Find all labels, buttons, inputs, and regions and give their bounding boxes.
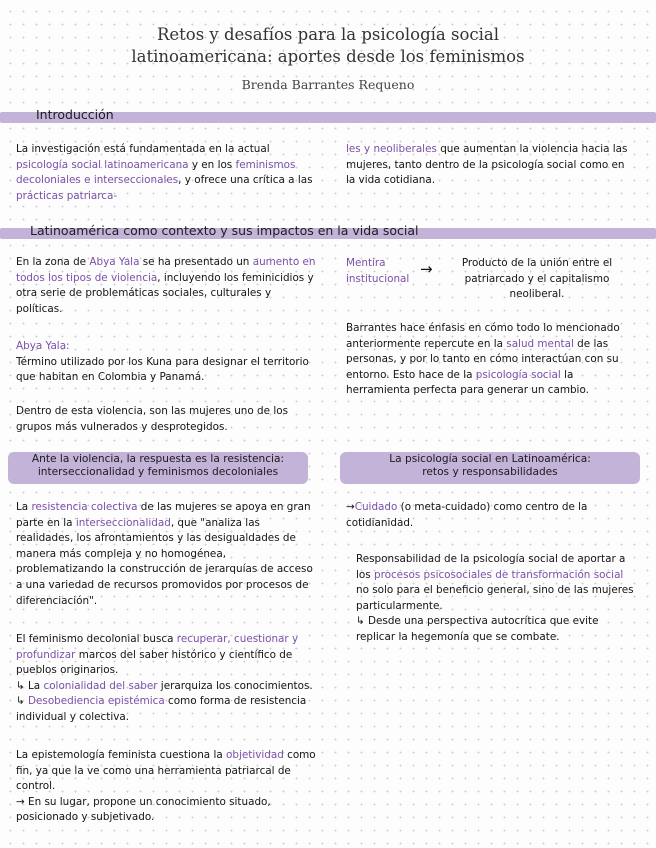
- highlight-resistencia-colectiva: resistencia colectiva: [31, 501, 138, 513]
- highlight-neoliberales: les y neoliberales: [346, 143, 437, 155]
- arrow-icon: →: [16, 795, 25, 808]
- abya-yala-text: Término utilizado por los Kuna para designar el territorio que habitan en Colombia y Panamá.: [16, 355, 309, 384]
- intro-right-text: les y neoliberales que aumentan la violencia hacia las mujeres, tanto dentro de la psicología social como en la vida cotidiana.: [346, 143, 628, 187]
- context-paragraph-1: En la zona de Abya Yala se ha presentado un aumento en todos los tipos de violencia, incluyendo los feminicidios y otra serie de problemáticas sociales, culturales y políticas.: [16, 256, 316, 315]
- highlight-procesos: procesos psicosociales de transformación social: [373, 568, 624, 581]
- highlight-psicologia-social-2: psicología social: [475, 368, 561, 381]
- context-paragraph-3: Dentro de esta violencia, son las mujeres uno de los grupos más vulnerados y desprotegidos.: [16, 405, 288, 433]
- document-title-line-1: Retos y desafíos para la psicología social: [156, 25, 500, 44]
- challenges-heading-pill: La psicología social en Latinoamérica: retos y responsabilidades: [340, 452, 640, 484]
- abya-yala-definition: [16, 339, 316, 386]
- highlight-cuidado: Cuidado: [354, 501, 398, 513]
- arrow-icon: ↳: [16, 679, 25, 692]
- mentira-institucional-term: Mentira institucional: [346, 257, 410, 285]
- highlight-abya-yala: Abya Yala: [89, 256, 140, 268]
- resistance-paragraph-1: La resistencia colectiva de las mujeres se apoya en gran parte en la interseccionalidad, que "analiza las realidades, los afrontamientos y las desigualdades de manera más compleja y no homogénea, problematizando la construcción de jerarquías de acceso a una variedad de recursos promovidos por procesos de diferenciación".: [16, 501, 313, 607]
- arrow-icon: →: [346, 501, 355, 513]
- context-right-paragraph: Barrantes hace énfasis en cómo todo lo mencionado anteriormente repercute en la salud mental de las personas, y por lo tanto en cómo interactúan con su entorno. Esto hace de la psicología social la herramienta perfecta para generar un cambio.: [346, 322, 620, 397]
- challenge-cuidado: →Cuidado (o meta-cuidado) como centro de la cotidianidad.: [346, 501, 588, 529]
- highlight-psicologia-social: psicología social latinoamericana: [16, 158, 189, 171]
- abya-yala-term: Abya Yala:: [16, 340, 70, 352]
- resistance-heading-pill: Ante la violencia, la respuesta es la resistencia: interseccionalidad y feminismos decoloniales: [8, 452, 308, 484]
- arrow-icon: ↳: [356, 615, 365, 628]
- challenge-responsabilidad: Responsabilidad de la psicología social de aportar a los procesos psicosociales de transformación social no solo para el beneficio general, sino de las mujeres particularmente. ↳ Desde una perspectiva autocrítica que evite replicar la hegemonía que se combate.: [356, 553, 634, 643]
- highlight-desobediencia: Desobediencia epistémica: [24, 695, 165, 708]
- highlight-recuperar: recuperar, cuestionar y profundizar: [16, 633, 299, 661]
- highlight-feminismos: feminismos decoloniales e interseccionales: [16, 158, 296, 187]
- highlight-objetividad: objetividad: [226, 749, 284, 761]
- document-title-line-2: latinoamericana: aportes desde los feminismos: [131, 47, 525, 66]
- resistance-paragraph-3: La epistemología feminista cuestiona la objetividad como fin, ya que la ve como una herramienta patriarcal de control. → En su lugar, propone un conocimiento situado, posicionado y subjetivado.: [16, 749, 316, 824]
- highlight-salud-mental: salud mental: [506, 337, 574, 350]
- arrow-icon: ↳: [16, 695, 25, 708]
- highlight-colonialidad: colonialidad del saber: [43, 679, 158, 692]
- mentira-arrow: →: [420, 260, 433, 278]
- intro-left-text: La investigación está fundamentada en la actual psicología social latinoamericana y en los feminismos decoloniales e interseccionales, y ofrece una crítica a las prácticas patriarca-: [16, 143, 313, 202]
- mentira-institucional-definition: Producto de la unión entre el patriarcado y el capitalismo neoliberal.: [461, 257, 613, 301]
- highlight-interseccionalidad: interseccionalidad: [75, 516, 171, 529]
- context-heading: Latinoamérica como contexto y sus impactos en la vida social: [30, 223, 419, 238]
- highlight-aumento-violencia: aumento en todos los tipos de violencia: [16, 256, 316, 284]
- intro-heading: Introducción: [36, 107, 114, 122]
- highlight-practicas: prácticas patriarca-: [16, 189, 118, 202]
- resistance-paragraph-2: El feminismo decolonial busca recuperar, cuestionar y profundizar marcos del saber histórico y científico de pueblos originarios. ↳ La colonialidad del saber jerarquiza los conocimientos. ↳ Desobediencia epistémica como forma de resistencia individual y colectiva.: [16, 633, 313, 723]
- author-name: Brenda Barrantes Requeno: [241, 77, 415, 92]
